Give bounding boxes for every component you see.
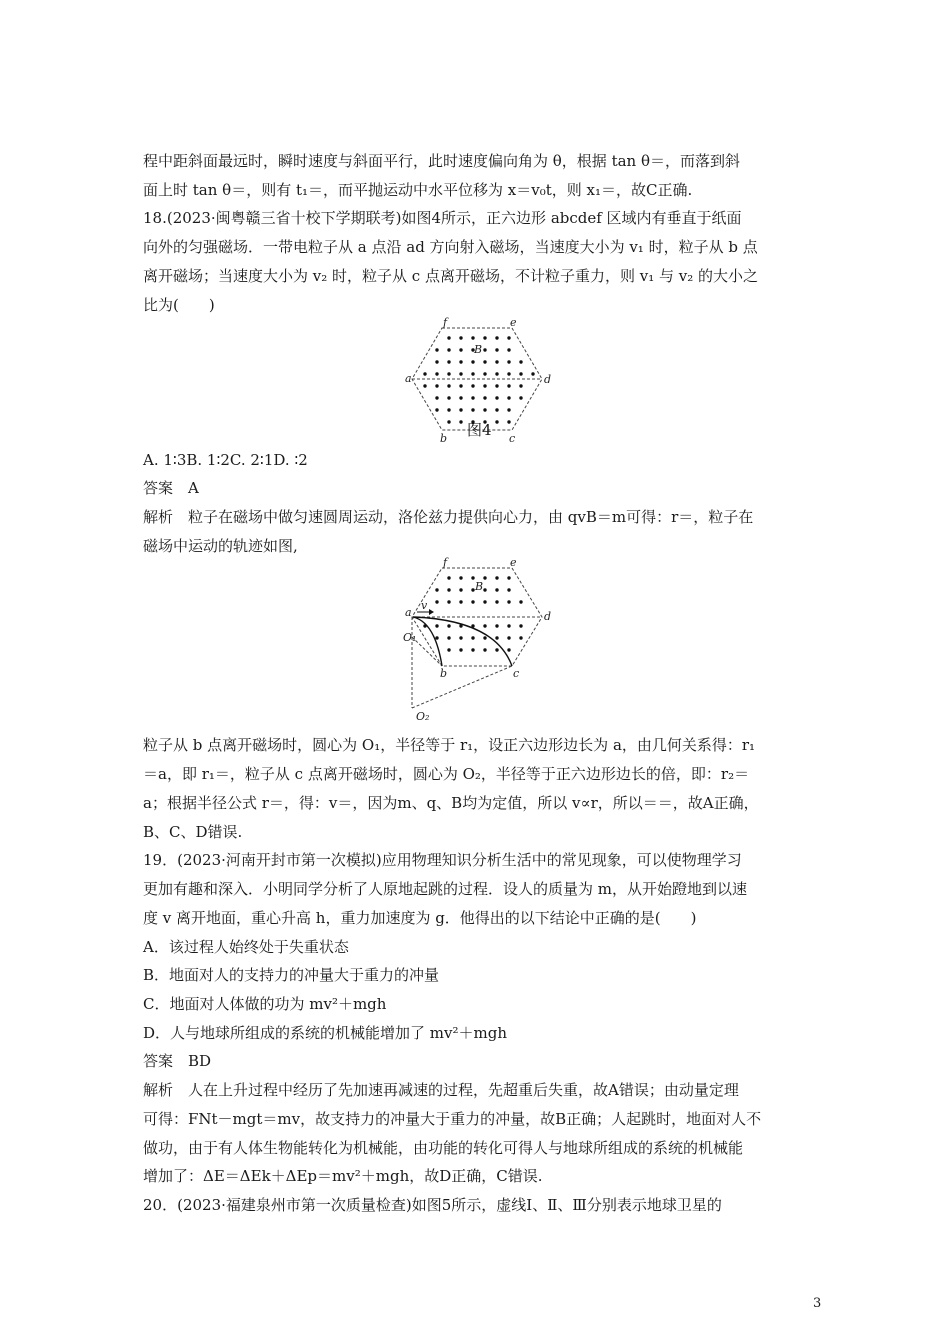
field-dot [507,360,510,363]
field-dot [459,408,462,411]
field-dot [495,420,498,423]
label-O2: O₂ [416,710,430,723]
field-dot [471,636,474,639]
field-dot [447,384,450,387]
field-dot [519,360,522,363]
field-dot [459,576,462,579]
figure-4-caption: 图4 [467,421,492,439]
field-dot [483,396,486,399]
field-dot [483,648,486,651]
field-dot [483,360,486,363]
field-dot [507,396,510,399]
field-dot [495,336,498,339]
field-dot [495,600,498,603]
field-dot [447,576,450,579]
field-dot [447,624,450,627]
text-line: 离开磁场；当速度大小为 v₂ 时，粒子从 c 点离开磁场，不计粒子重力，则 v₁ 与 v₂ 的大小之 [143,267,759,285]
field-dot [435,408,438,411]
text-line: 可得：FNt－mgt＝mv，故支持力的冲量大于重力的冲量，故B正确；人起跳时，地面对人不 [143,1110,762,1128]
label-B: B [474,343,483,356]
field-dot [495,588,498,591]
field-dot [447,588,450,591]
field-dot [447,408,450,411]
label-c: c [509,432,516,445]
field-dot [519,636,522,639]
option-d: D．人与地球所组成的系统的机械能增加了 mv²＋mgh [143,1024,507,1042]
field-dot [507,336,510,339]
label-a: a [405,372,412,385]
text-line: 程中距斜面最远时，瞬时速度与斜面平行，此时速度偏向角为 θ，根据 tan θ＝，而落到斜 [143,152,741,170]
field-dot [459,348,462,351]
field-dot [459,624,462,627]
field-dot [507,648,510,651]
field-dot [495,408,498,411]
field-dot [447,336,450,339]
field-dot [519,372,522,375]
text-line: 比为( ) [143,296,215,314]
label-c: c [513,667,520,680]
question-18-stem: 18.(2023·闽粤赣三省十校下学期联考)如图4所示，正六边形 abcdef 区域内有垂直于纸面 [143,209,742,227]
field-dot [447,348,450,351]
text-line: 更加有趣和深入．小明同学分析了人原地起跳的过程．设人的质量为 m，从开始蹬地到以速 [143,880,747,898]
field-dot [483,384,486,387]
field-dot [519,384,522,387]
field-dot [483,600,486,603]
label-d: d [544,373,552,386]
field-dot [507,348,510,351]
text-line: 向外的匀强磁场．一带电粒子从 a 点沿 ad 方向射入磁场，当速度大小为 v₁ 时，粒子从 b 点 [143,238,758,256]
field-dot [483,576,486,579]
label-d: d [544,610,552,623]
field-dot [495,360,498,363]
text-line: 磁场中运动的轨迹如图, [143,537,298,555]
field-dot [495,372,498,375]
field-dot [483,348,486,351]
field-dot [471,360,474,363]
field-dot [495,636,498,639]
field-dot [447,600,450,603]
answer-options-18: A. 1∶3B. 1∶2C. 2∶1D. ∶2 [143,451,308,469]
field-dot [507,588,510,591]
field-dot [447,372,450,375]
field-dot [483,372,486,375]
field-dot [447,420,450,423]
field-dot [423,624,426,627]
text-line: 增加了：ΔE＝ΔEk＋ΔEp＝mv²＋mgh，故D正确，C错误. [143,1167,543,1185]
field-dot [471,396,474,399]
text-line: B、C、D错误. [143,823,243,841]
field-dot [471,336,474,339]
text-line: 度 v 离开地面，重心升高 h，重力加速度为 g．他得出的以下结论中正确的是( ) [143,909,697,927]
field-dot [483,588,486,591]
label-a: a [405,606,412,619]
field-dot [519,600,522,603]
label-B: B [475,580,484,593]
text-line: 粒子从 b 点离开磁场时，圆心为 O₁，半径等于 r₁，设正六边形边长为 a，由几何关系得：r₁ [143,736,756,754]
field-dot [435,588,438,591]
field-dot [507,636,510,639]
field-dot [495,648,498,651]
analysis-18: 解析 粒子在磁场中做匀速圆周运动，洛伦兹力提供向心力，由 qvB＝m可得：r＝，粒子在 [143,508,754,526]
label-O1: O₁ [403,631,417,644]
field-dot [483,636,486,639]
field-dot [519,624,522,627]
question-19-stem: 19．(2023·河南开封市第一次模拟)应用物理知识分析生活中的常见现象，可以使物理学习 [143,851,742,869]
field-dot [435,396,438,399]
field-dot [435,636,438,639]
field-dot [483,336,486,339]
field-dot [507,372,510,375]
field-dot [483,408,486,411]
field-dot [459,600,462,603]
text-line: 面上时 tan θ＝，则有 t₁＝，而平抛运动中水平位移为 x＝v₀t，则 x₁＝，故C正确. [143,181,693,199]
field-dot [447,360,450,363]
label-f: f [443,316,448,329]
figure-trajectory [403,556,555,730]
field-dot [495,576,498,579]
field-dot [435,624,438,627]
field-dot [435,600,438,603]
field-dot [471,372,474,375]
field-dot [507,624,510,627]
answer-19: 答案 BD [143,1052,212,1070]
text-line: 做功，由于有人体生物能转化为机械能，由功能的转化可得人与地球所组成的系统的机械能 [143,1139,744,1157]
field-dot [471,384,474,387]
label-b: b [440,432,448,445]
field-dot [507,576,510,579]
field-dot [531,372,534,375]
field-dot [459,384,462,387]
field-dot [471,408,474,411]
field-dot [459,636,462,639]
field-dot [495,348,498,351]
answer-18: 答案 A [143,479,199,497]
field-dot [447,648,450,651]
field-dot [495,396,498,399]
field-dot [435,348,438,351]
option-b: B．地面对人的支持力的冲量大于重力的冲量 [143,966,440,984]
field-dot [483,624,486,627]
field-dot [495,624,498,627]
field-dot [471,648,474,651]
field-dot [459,360,462,363]
field-dot [459,372,462,375]
label-e: e [510,316,517,329]
field-dot [447,636,450,639]
field-dot [459,588,462,591]
label-b: b [440,667,448,680]
field-dot [495,384,498,387]
field-dot [435,384,438,387]
field-dot [519,396,522,399]
text-line: a；根据半径公式 r＝，得：v＝，因为m、q、B均为定值，所以 v∝r，所以＝＝，故A正确， [143,794,759,812]
field-dot [459,420,462,423]
label-v: v [421,599,428,612]
field-dot [435,372,438,375]
field-dot [447,396,450,399]
label-e: e [510,556,517,569]
text-line: ＝a，即 r₁＝，粒子从 c 点离开磁场时，圆心为 O₂，半径等于正六边形边长的倍，即：r₂＝ [143,765,750,783]
field-dot [459,336,462,339]
field-dot [471,600,474,603]
field-dot [423,372,426,375]
field-dot [459,648,462,651]
option-c: C．地面对人体做的功为 mv²＋mgh [143,995,387,1013]
label-f: f [443,556,448,569]
field-dot [423,384,426,387]
field-dot [507,384,510,387]
option-a: A．该过程人始终处于失重状态 [143,938,349,956]
question-20-stem: 20．(2023·福建泉州市第一次质量检查)如图5所示，虚线Ⅰ、Ⅱ、Ⅲ分别表示地球卫星的 [143,1196,722,1214]
field-dot [459,396,462,399]
page-number: 3 [813,1296,822,1311]
field-dot [471,624,474,627]
field-dot [435,360,438,363]
field-dot [507,420,510,423]
analysis-19: 解析 人在上升过程中经历了先加速再减速的过程，先超重后失重，故A错误；由动量定理 [143,1081,739,1099]
field-dot [507,600,510,603]
field-dot [507,408,510,411]
